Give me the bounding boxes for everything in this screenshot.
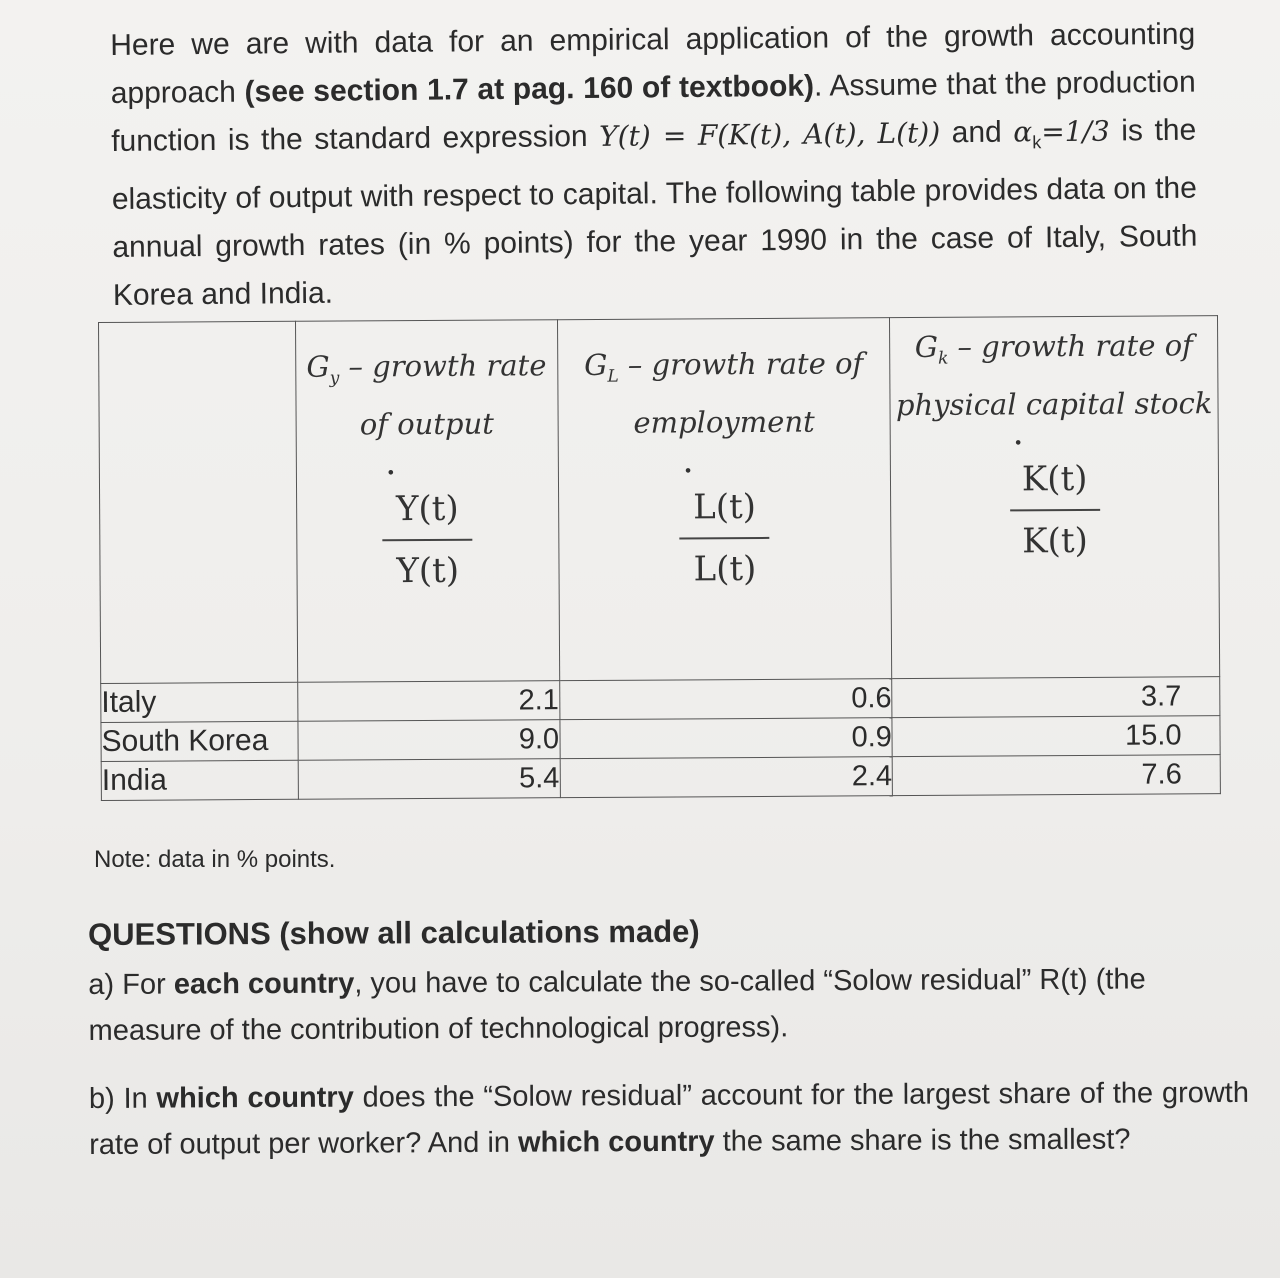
fraction-denominator: Y(t)	[396, 550, 460, 591]
fraction-bar	[1010, 509, 1100, 512]
alpha-subscript: k	[1032, 132, 1042, 153]
employment-growth-fraction	[679, 481, 770, 596]
table-note: Note: data in % points.	[94, 846, 336, 873]
header-capital-growth	[890, 316, 1220, 679]
header-output-title	[296, 342, 557, 447]
textbook-reference: (see section 1.7 at pag. 160 of textbook)	[244, 69, 815, 109]
table-row	[101, 755, 1220, 801]
question-b	[89, 1070, 1249, 1168]
header-title-text: – growth rate of physical capital stock	[895, 328, 1213, 422]
symbol-sub: k	[937, 348, 949, 369]
symbol-sub: y	[329, 368, 340, 389]
question-a-emphasis: each country	[173, 967, 355, 1001]
question-b-emphasis-1: which country	[156, 1081, 354, 1115]
employment-growth-value: 0.6	[559, 679, 892, 720]
question-b-text: b) In	[88, 1082, 157, 1115]
intro-text-3: and	[940, 115, 1014, 150]
questions-heading: QUESTIONS (show all calculations made)	[88, 913, 700, 952]
intro-text-2: . Assume that the production function is the standard expression	[111, 65, 1196, 158]
fraction-denominator: L(t)	[693, 548, 757, 590]
question-a-text: a) For	[88, 968, 174, 1001]
country-cell: India	[101, 760, 298, 800]
production-function-rhs: F(K(t), A(t), L(t))	[697, 116, 941, 152]
symbol-sub: L	[607, 366, 619, 387]
output-growth-value: 5.4	[298, 759, 560, 800]
header-empty-cell	[99, 321, 298, 683]
output-growth-value: 9.0	[298, 720, 560, 761]
header-employment-title	[558, 340, 890, 446]
fraction-bar	[383, 539, 473, 542]
capital-growth-value: 7.6	[892, 755, 1220, 796]
symbol-g: G	[306, 349, 330, 384]
employment-growth-value: 2.4	[560, 757, 893, 798]
alpha-symbol: α	[1013, 115, 1033, 149]
capital-growth-fraction	[1009, 453, 1100, 568]
table-row	[101, 677, 1220, 723]
fraction-numerator: • K(t)	[1009, 453, 1099, 506]
header-capital-title	[890, 322, 1217, 428]
table-row	[101, 716, 1220, 762]
fraction-numerator: • Y(t)	[382, 483, 472, 536]
header-title-text: – growth rate of employment	[618, 346, 864, 440]
capital-growth-value: 3.7	[892, 677, 1220, 718]
symbol-g: G	[914, 329, 939, 365]
header-employment-growth	[557, 318, 892, 681]
output-growth-value: 2.1	[298, 681, 560, 722]
intro-text-4: is the elasticity of output with respect to capital. The following table provides data on the annual growth rates (in % points) for the year 1990 in the case of Italy, South Korea and India.	[111, 113, 1198, 312]
production-function-lhs: Y(t) =	[599, 118, 687, 153]
header-title-text: – growth rate of output	[339, 348, 547, 442]
question-b-emphasis-2: which country	[517, 1125, 715, 1159]
intro-text-1: Here we are with data for an empirical application of the growth accounting approach	[110, 17, 1196, 110]
alpha-value: =1/3	[1041, 114, 1110, 149]
questions-section	[88, 906, 1249, 1168]
symbol-g: G	[584, 347, 608, 383]
country-cell: South Korea	[101, 721, 298, 761]
fraction-numerator: • L(t)	[679, 481, 769, 534]
question-a-text-end: , you have to calculate the so-called “Solow residual” R(t) (the measure of the contribution of technological progress).	[88, 963, 1146, 1047]
question-b-text-end: the same share is the smallest?	[714, 1123, 1131, 1158]
table-header-row	[99, 316, 1220, 684]
question-b-text-mid: does the “Solow residual” account for the largest share of the growth rate of output per worker? And in	[89, 1076, 1250, 1161]
growth-rates-table	[98, 315, 1221, 801]
intro-paragraph	[110, 11, 1198, 320]
question-a	[88, 956, 1248, 1054]
capital-growth-value: 15.0	[892, 716, 1220, 757]
fraction-denominator: K(t)	[1022, 520, 1088, 562]
fraction-bar	[680, 537, 770, 540]
employment-growth-value: 0.9	[560, 718, 893, 759]
country-cell: Italy	[101, 682, 298, 722]
output-growth-fraction	[382, 483, 473, 598]
header-output-growth	[295, 320, 559, 683]
